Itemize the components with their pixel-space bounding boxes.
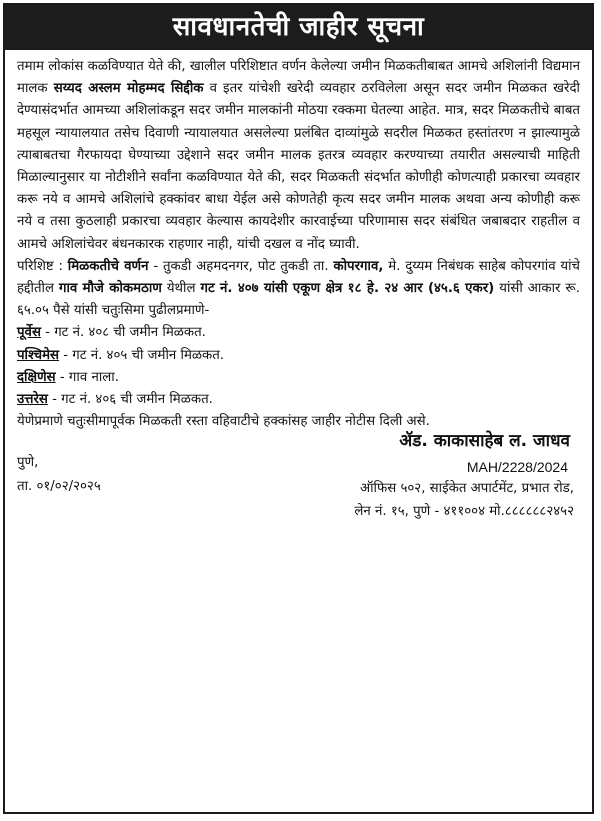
boundary-south — [17, 367, 580, 389]
schedule-paragraph — [17, 256, 580, 323]
boundary-text: - गट नं. ४०६ ची जमीन मिळकत. — [47, 392, 213, 408]
closing-statement: येणेप्रमाणे चतुःसीमापूर्वक मिळकती रस्ता वहिवाटीचे हक्कांसह जाहीर नोटीस दिली असे. — [17, 414, 430, 430]
boundary-direction: पूर्वेस — [17, 325, 41, 341]
notice-title: सावधानतेची जाहीर सूचना — [5, 5, 592, 50]
advocate-address-line1: ऑफिस ५०२, साईकेत अपार्टमेंट, प्रभात रोड, — [359, 481, 574, 497]
place: पुणे, — [17, 455, 39, 471]
village-name: गाव मौजे कोकमठाण — [58, 281, 162, 297]
schedule-text-3: येथील — [161, 281, 201, 297]
intro-paragraph — [17, 56, 580, 256]
owner-name: सय्यद अस्लम मोहम्मद सिद्दीक — [53, 81, 204, 97]
gat-details: गट नं. ४०७ यांसी एकूण क्षेत्र १८ हे. २४ आर (४५.६ एकर) — [200, 281, 495, 297]
advocate-registration: MAH/2228/2024 — [466, 459, 568, 476]
schedule-text-4: यांसी आकार रू. ६५.०५ पैसे यांसी चतुःसिमा पुढीलप्रमाणे- — [17, 281, 580, 319]
schedule-text-1: - तुकडी अहमदनगर, पोट तुकडी ता. — [148, 258, 334, 274]
notice-date: ता. ०१/०२/२०२५ — [17, 479, 101, 495]
advocate-address-line2: लेन नं. १५, पुणे - ४११००४ मो.८८८८८८२४५२ — [354, 504, 574, 520]
boundary-west — [17, 345, 580, 367]
boundary-text: - गट नं. ४०८ ची जमीन मिळकत. — [40, 325, 206, 341]
boundary-text: - गाव नाला. — [55, 369, 119, 385]
intro-text-1: तमाम लोकांस कळविण्यात येते की, खालील परिशिष्टात वर्णन केलेल्या जमीन मिळकतीबाबत आमचे अशिलांनी विद्यमान मालक — [17, 59, 580, 97]
signature-block — [17, 432, 580, 552]
boundary-direction: दक्षिणेस — [17, 369, 56, 385]
advocate-name: ॲड. काकासाहेब ल. जाधव — [399, 431, 570, 452]
intro-text-2: व इतर यांचेशी खरेदी व्यवहार ठरविलेला असून सदर जमीन मिळकत खरेदी देण्यासंदर्भात आमच्या अशिलांकडून सदर जमीन मालकांनी मोठया रक्कमा घेतल्या आहेत. मात्र, सदर मिळकतीचे बाबत महसूल न्यायालयात तसेच दिवाणी न्यायालयात असलेल्या प्रलंबित दाव्यांमुळे सदरील मिळकत हस्तांतरण न झाल्यामुळे त्याबाबतचा गैरफायदा घेण्याच्या उद्देशाने सदर जमीन मालक इतरत्र व्यवहार करण्याच्या तयारीत असल्याची माहिती मिळाल्यानुसार या नोटीशीने सर्वांना कळविण्यात येते की, सदर मिळकती संदर्भात कोणीही कोणत्याही प्रकारचा व्यवहार करू नये व आमचे अशिलांचे हक्कांवर बाधा येईल असे कोणतेही कृत्य सदर जमीन मालक अथवा अन्य कोणीही करू नये व तसा कुठलाही प्रकारचा व्यवहार केल्यास कायदेशीर कारवाईच्या परिणामास सदर संबंधित जबाबदार राहतील व आमचे अशिलांचेवर बंधनकारक राहणार नाही, यांची दखल व नोंद घ्यावी. — [17, 81, 580, 252]
taluka-name: कोपरगाव, — [333, 258, 384, 274]
boundary-east — [17, 322, 580, 344]
boundary-text: - गट नं. ४०५ ची जमीन मिळकत. — [59, 347, 225, 363]
notice-body — [5, 50, 592, 552]
boundary-north — [17, 389, 580, 411]
public-notice — [3, 3, 594, 814]
boundary-direction: पश्चिमेस — [17, 347, 60, 363]
boundary-direction: उत्तरेस — [17, 392, 48, 408]
schedule-label: परिशिष्ट : — [17, 258, 68, 274]
schedule-heading: मिळकतीचे वर्णन — [67, 258, 149, 274]
schedule-text-2: मे. दुय्यम निबंधक साहेब कोपरगांव यांचे हद्दीतील — [17, 258, 580, 297]
